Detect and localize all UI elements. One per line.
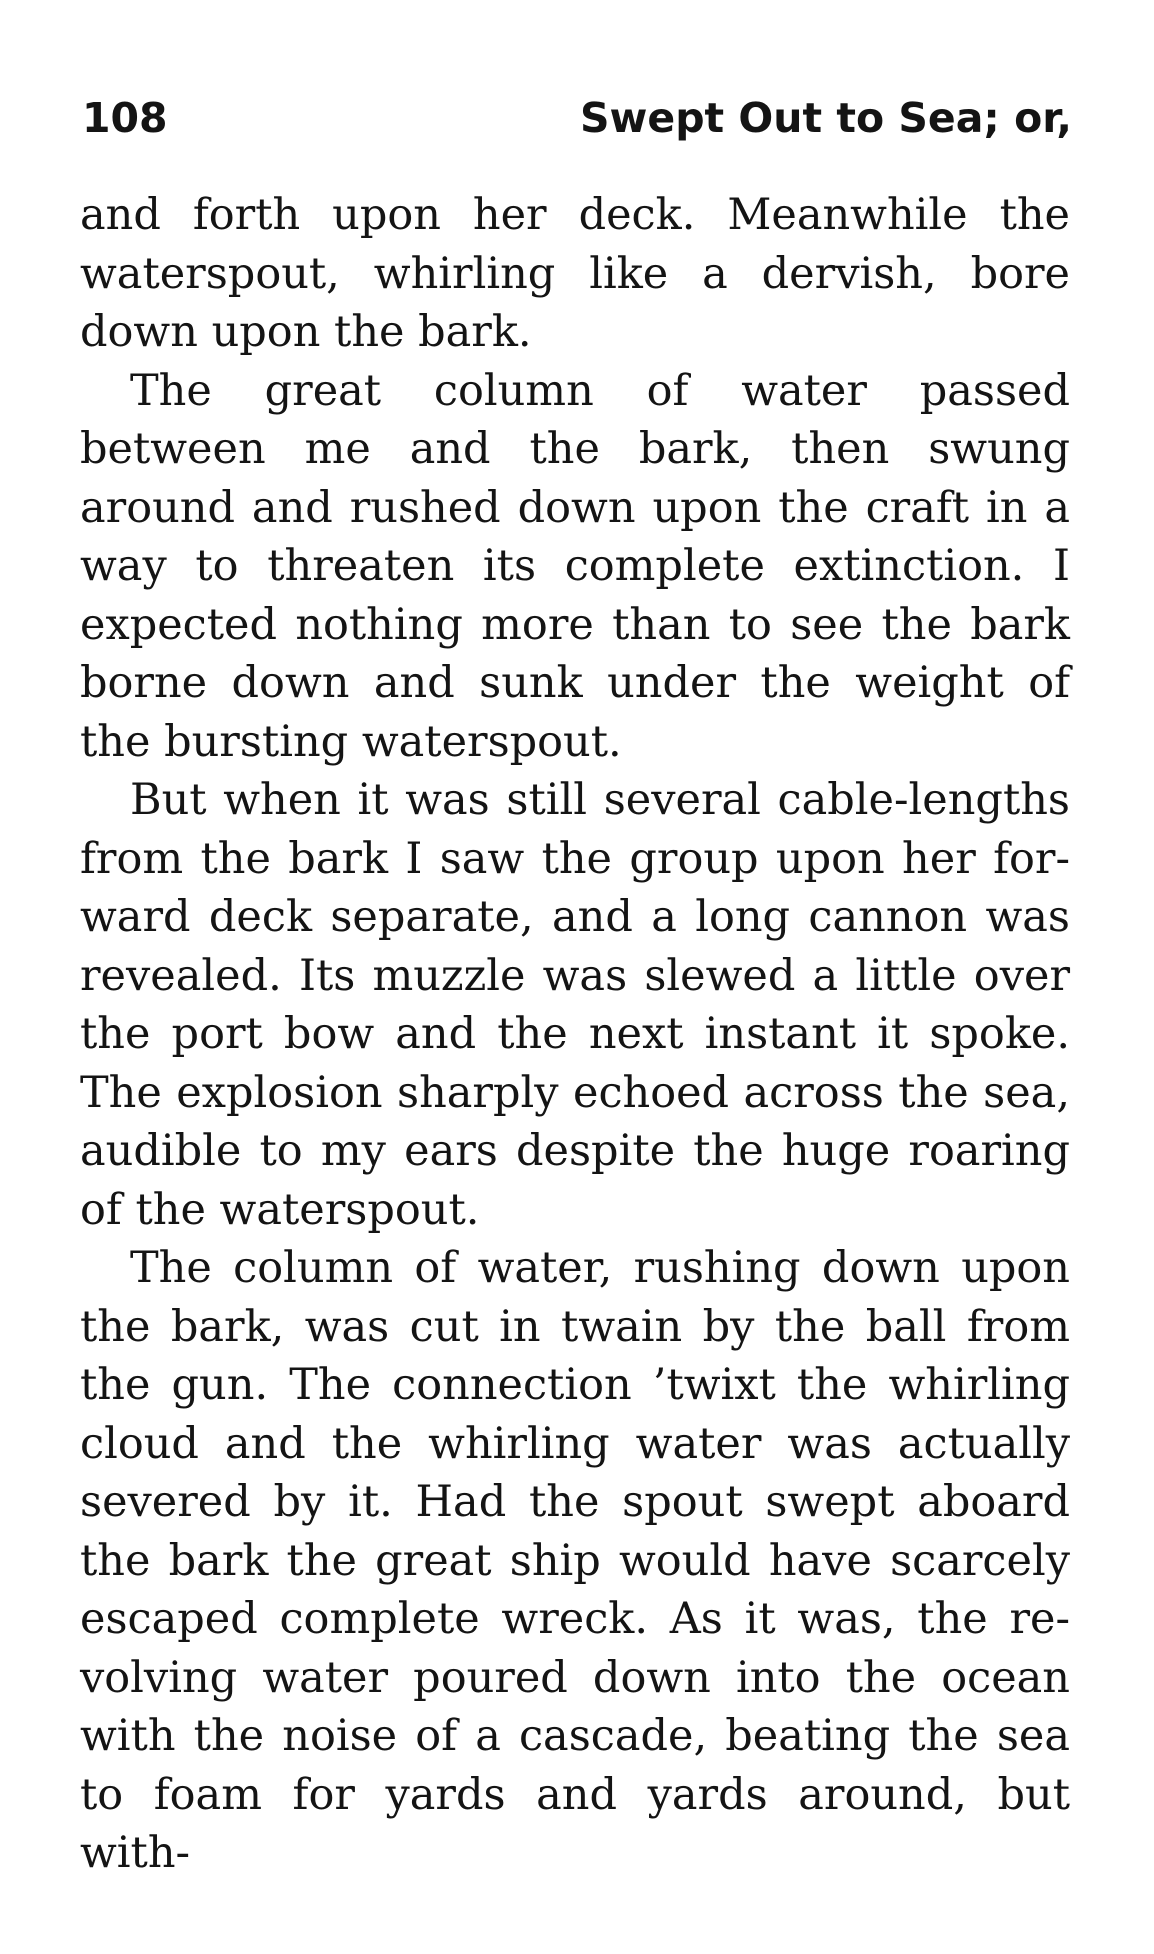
body-text	[80, 186, 1070, 1883]
paragraph-3: But when it was still several cable-lengths from the bark I saw the group upon her forward deck separate, and a long cannon was revealed. Its muzzle was slewed a little over the port bow and the next instant it spoke. The explosion sharply echoed across the sea, audible to my ears despite the huge roaring of the waterspout.	[80, 775, 1070, 1235]
page-number: 108	[82, 94, 168, 142]
paragraph-2: The great column of water passed between me and the bark, then swung around and rushed down upon the craft in a way to threaten its complete extinction. I expected nothing more than to see the bark borne down and sunk under the weight of the bursting waterspout.	[80, 365, 1070, 767]
running-head	[82, 88, 1072, 148]
running-title: Swept Out to Sea; or,	[580, 94, 1072, 142]
paragraph-1: and forth upon her deck. Meanwhile the waterspout, whirling like a dervish, bore down upon the bark.	[80, 190, 1070, 357]
paragraph-4: The column of water, rushing down upon the bark, was cut in twain by the ball from the gun. The connection ’twixt the whirling cloud and the whirling water was actually severed by it. Had the spout swept aboard the bark the great ship would have scarcely escaped complete wreck. As it was, the revolving water poured down into the ocean with the noise of a cascade, beating the sea to foam for yards and yards around, but with-	[80, 1243, 1070, 1878]
